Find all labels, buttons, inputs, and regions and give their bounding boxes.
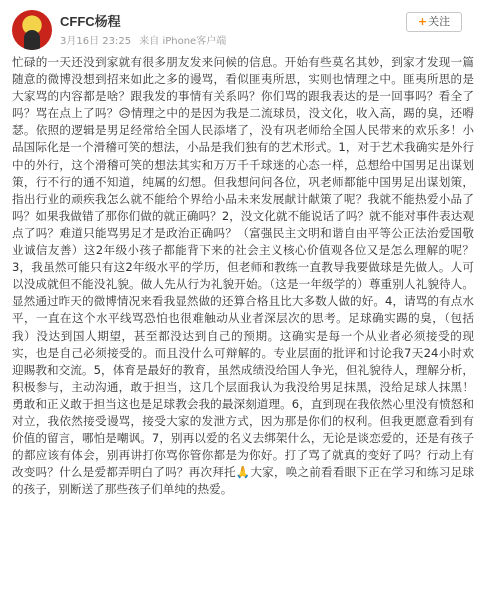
post-content: 忙碌的一天还没到家就有很多朋友发来问候的信息。开始有些莫名其妙，到家才发现一篇随意的微博没想到招来如此之多的谩骂，看似匪夷所思，实则也情理之中。匪夷所思的是大家骂的内容都是啥？跟我发的事情有关系吗？你们骂的跟我表达的是一回事吗？看全了吗？骂在点上了吗？😥情理之中的是因为我是二流球员，没文化，收入高，踢的臭，还嘚瑟。依照的逻辑是男足经常给全国人民添堵了，没有巩老师给全国人民带来的欢乐多！小品国际化是一个滑稽可笑的想法，小品是我们独有的艺术形式。1，对于艺术我确实是外行中的外行，这个滑稽可笑的想法其实和万万千千球迷的心态一样，总想给中国男足出谋划策，行不行的通不知道，纯属的幻想。但我想问问各位，巩老师都能中国男足出谋划策，指出行业的顽疾我怎么就不能给个界给小品未来发展献计献策了呢？我就不能热爱小品了吗？如果我做错了那你们做的就正确吗？2，没文化就不能说话了吗？就不能对事件表达观点了吗？难道只能骂男足才是政治正确吗？（富强民主文明和谐自由平等公正法治爱国敬业诚信友善）这2年级小孩子都能背下来的社会主义核心价值观各位又是怎么理解的呢？3，我虽然可能只有这2年级水平的学历，但老师和教练一直教导我要做球是先做人。人可以没成就但不能没礼貌。做人先从行为礼貌开始。（这是一年级学的）尊重别人礼貌待人。显然通过昨天的微博情况来看我显然做的还算合格且比大多数人做的好。4，请骂的有点水平，一直在这个水平线骂恐怕也很难触动从业者深层次的思考。足球确实踢的臭，（包括我）没达到国人期望，甚至都没达到自己的预期。这确实是每一个从业者必须接受的现实，也是自己必须接受的。而且没什么可辩解的。专业层面的批评和讨论我7天24小时欢迎賜教和交流。5，体育是最好的教育，虽然成绩没给国人争光，但礼貌待人，理解分析，积极参与，主动沟通，敢于担当，这几个层面我认为我没给男足抹黑，没给足球人抹黑！勇敢和正义敢于担当这也是足球教会我的最深刻道理。6，直到现在我依然心里没有愤怒和对立，我依然接受谩骂，接受大家的发泄方式，因为那是你们的权利。但我更愿意看到有价值的留言，哪怕是嘲讽。7，别再以爱的名义去绑架什么，无论是谈恋爱的，还是有孩子的都应该有体会，别再讲打你骂你管你都是为你好。打了骂了就真的变好了吗？行动上有改变吗？什么是爱都弄明白了吗？再次拜托🙏大家，唤之前看看眼下正在学习和练习足球的孩子，别断送了那些孩子们单纯的热爱。 (12, 55, 474, 497)
plus-icon: + (417, 15, 428, 28)
author-avatar[interactable] (12, 10, 52, 50)
follow-button[interactable] (406, 12, 462, 32)
post-date[interactable]: 3月16日 23:25 (60, 36, 132, 47)
author-name[interactable]: CFFC杨程 (60, 14, 121, 29)
post-header (12, 8, 468, 54)
post-source: 来自 iPhone客户端 (139, 36, 227, 47)
post-meta (60, 32, 231, 47)
follow-label: 关注 (428, 15, 451, 28)
